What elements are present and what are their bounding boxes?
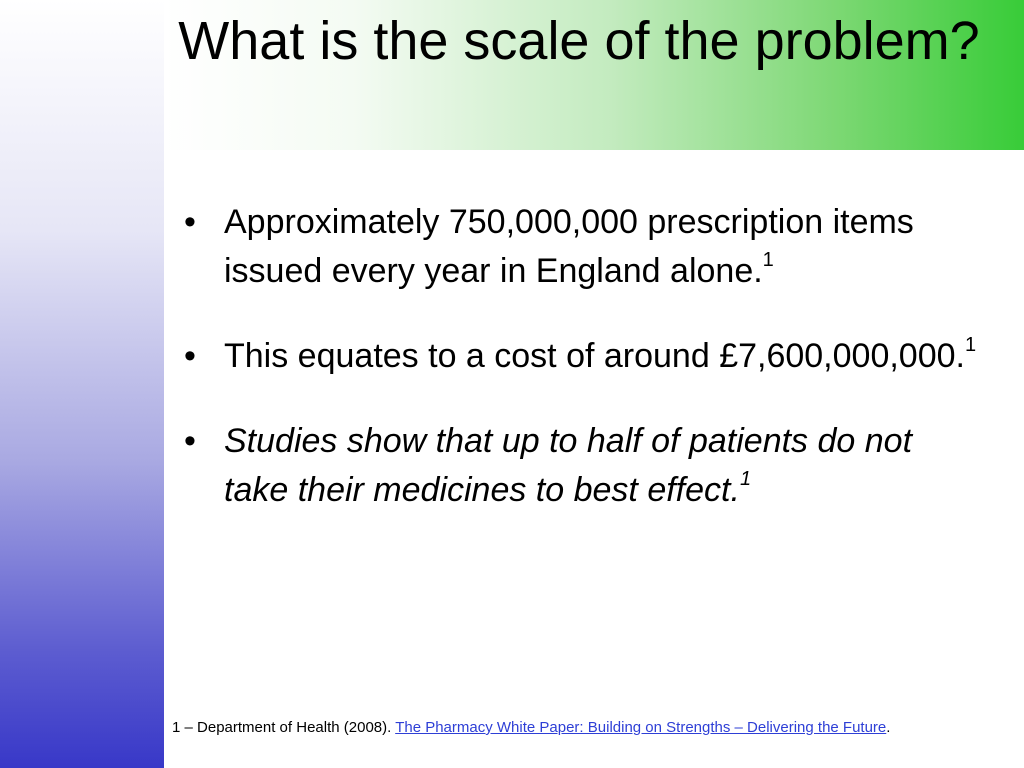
footnote	[172, 719, 890, 737]
bullet-item	[182, 198, 982, 296]
bullet-dot: •	[184, 422, 196, 460]
bullet-list	[182, 198, 982, 551]
footnote-ref: 1	[964, 333, 977, 356]
footnote-ref: 1	[739, 467, 752, 490]
bullet-text: Studies show that up to half of patients do not take their medicines to best effect.	[224, 422, 913, 509]
bullet-text: This equates to a cost of around £7,600,000,000.	[224, 337, 965, 375]
footnote-prefix: 1 – Department of Health (2008).	[172, 719, 396, 736]
footnote-suffix: .	[886, 719, 891, 736]
bullet-item	[182, 417, 982, 515]
bullet-item	[182, 332, 982, 381]
bullet-dot: •	[184, 337, 196, 375]
footnote-ref: 1	[762, 248, 774, 271]
bullet-text: Approximately 750,000,000 prescription items issued every year in England alone.	[224, 203, 914, 290]
footnote-link[interactable]: The Pharmacy White Paper: Building on Strengths – Delivering the Future	[395, 719, 887, 736]
left-gradient-band	[0, 0, 164, 768]
slide-title: What is the scale of the problem?	[178, 11, 980, 71]
bullet-dot: •	[184, 203, 196, 241]
